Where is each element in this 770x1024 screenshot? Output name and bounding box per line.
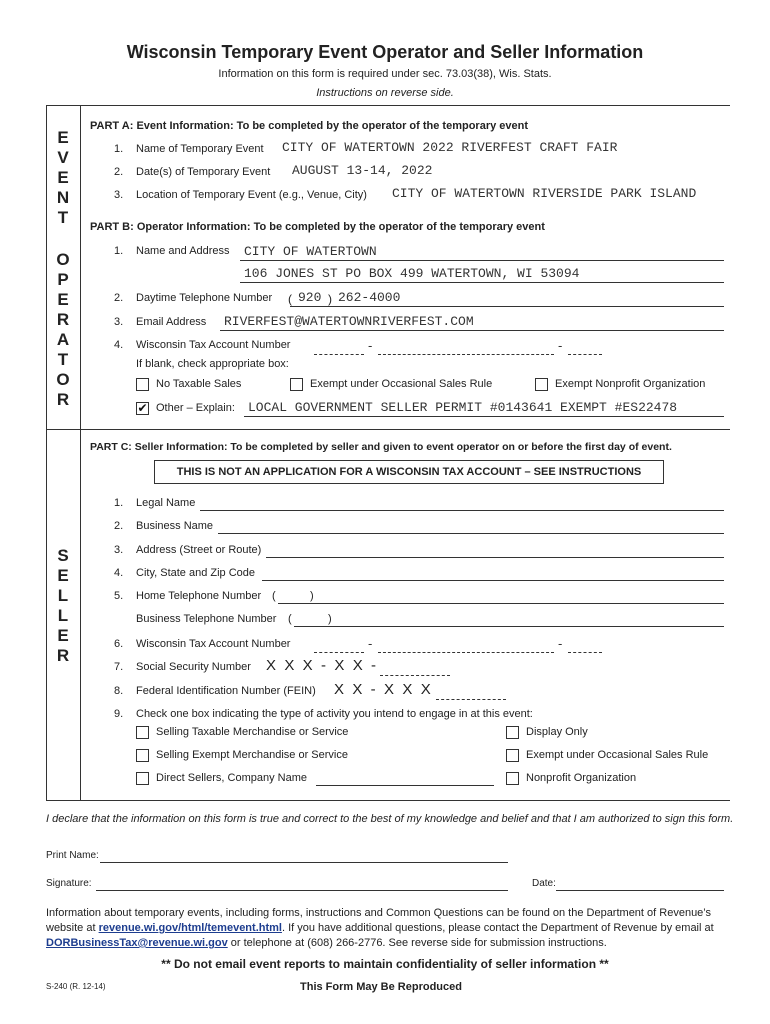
exempt-occasional-sales-checkbox[interactable] bbox=[506, 749, 519, 762]
item-number: 3. bbox=[114, 189, 124, 201]
email-link[interactable]: DORBusinessTax@revenue.wi.gov bbox=[46, 937, 228, 949]
phone-close-paren: ) bbox=[328, 292, 332, 306]
check-icon: ✔ bbox=[137, 401, 148, 415]
tax-dash: - bbox=[558, 338, 563, 353]
instructions-note: Instructions on reverse side. bbox=[316, 87, 454, 99]
bottom-rule bbox=[46, 800, 730, 801]
direct-sellers-label: Direct Sellers, Company Name bbox=[156, 772, 307, 784]
nonprofit-label: Nonprofit Organization bbox=[526, 772, 637, 784]
display-only-label: Display Only bbox=[526, 726, 588, 738]
city-state-zip-label: City, State and Zip Code bbox=[136, 567, 256, 579]
side-label-seller: S E L L E R bbox=[56, 546, 70, 665]
item-number: 1. bbox=[114, 143, 124, 155]
home-phone-close-paren: ) bbox=[310, 590, 314, 602]
item-number: 4. bbox=[114, 339, 124, 351]
item-number: 3. bbox=[114, 544, 124, 556]
business-phone-field[interactable] bbox=[294, 626, 724, 627]
other-explain-line bbox=[244, 416, 724, 417]
side-label-operator: O P E R A T O R bbox=[56, 250, 70, 409]
item-number: 2. bbox=[114, 292, 124, 304]
address-field[interactable] bbox=[266, 557, 724, 558]
statute-note: Information on this form is required under sec. 73.03(38), Wis. Stats. bbox=[218, 68, 552, 80]
activity-instruction: Check one box indicating the type of activity you intend to engage in at this event: bbox=[136, 708, 533, 720]
operator-email-label: Email Address bbox=[136, 316, 207, 328]
home-phone-open-paren: ( bbox=[272, 590, 276, 602]
date-label: Date: bbox=[532, 878, 556, 889]
date-field[interactable] bbox=[556, 890, 724, 891]
event-name-label: Name of Temporary Event bbox=[136, 143, 264, 155]
business-phone-close-paren: ) bbox=[328, 613, 332, 625]
form-title: Wisconsin Temporary Event Operator and Seller Information bbox=[126, 42, 644, 62]
tax-seg bbox=[378, 652, 554, 653]
operator-phone-number[interactable]: 262-4000 bbox=[338, 290, 401, 305]
seller-tax-account-label: Wisconsin Tax Account Number bbox=[136, 638, 291, 650]
operator-name-label: Name and Address bbox=[136, 245, 230, 257]
direct-sellers-checkbox[interactable] bbox=[136, 772, 149, 785]
operator-name-line bbox=[240, 260, 724, 261]
item-number: 1. bbox=[114, 245, 124, 257]
item-number: 4. bbox=[114, 567, 124, 579]
declaration-text: I declare that the information on this form is true and correct to the best of my knowledge and belief and that I am authorized to sign this form. bbox=[46, 813, 734, 825]
operator-email-field[interactable]: RIVERFEST@WATERTOWNRIVERFEST.COM bbox=[224, 314, 474, 329]
item-number: 9. bbox=[114, 708, 124, 720]
ssn-mask: X X X - X X - bbox=[266, 657, 377, 674]
temevent-link[interactable]: revenue.wi.gov/html/temevent.html bbox=[98, 922, 282, 934]
ssn-field[interactable] bbox=[380, 675, 450, 676]
other-explain-field[interactable]: LOCAL GOVERNMENT SELLER PERMIT #0143641 EXEMPT #ES22478 bbox=[248, 400, 678, 415]
tax-seg bbox=[568, 354, 602, 355]
event-location-label: Location of Temporary Event (e.g., Venue, City) bbox=[136, 189, 367, 201]
signature-label: Signature: bbox=[46, 878, 92, 889]
info-text-2: . If you have additional questions, please contact the Department of Revenue by email at bbox=[281, 922, 714, 934]
business-name-field[interactable] bbox=[218, 533, 724, 534]
info-paragraph bbox=[46, 906, 736, 951]
info-text-3: or telephone at (608) 266-2776. See reverse side for submission instructions. bbox=[230, 937, 607, 949]
event-location-field[interactable]: CITY OF WATERTOWN RIVERSIDE PARK ISLAND bbox=[392, 186, 697, 201]
exempt-occasional-label: Exempt under Occasional Sales Rule bbox=[310, 378, 493, 390]
nonprofit-checkbox[interactable] bbox=[506, 772, 519, 785]
confidentiality-warning: ** Do not email event reports to maintain confidentiality of seller information ** bbox=[161, 957, 609, 971]
top-rule bbox=[46, 105, 730, 106]
selling-exempt-label: Selling Exempt Merchandise or Service bbox=[156, 749, 348, 761]
tax-seg bbox=[378, 354, 554, 355]
tax-dash: - bbox=[368, 338, 373, 353]
display-only-checkbox[interactable] bbox=[506, 726, 519, 739]
fein-label: Federal Identification Number (FEIN) bbox=[136, 685, 316, 697]
event-dates-label: Date(s) of Temporary Event bbox=[136, 166, 271, 178]
phone-open-paren: ( bbox=[288, 292, 292, 306]
mid-rule bbox=[46, 429, 730, 430]
item-number: 2. bbox=[114, 166, 124, 178]
selling-taxable-checkbox[interactable] bbox=[136, 726, 149, 739]
exempt-nonprofit-label: Exempt Nonprofit Organization bbox=[555, 378, 706, 390]
tax-seg bbox=[314, 652, 364, 653]
part-b-heading: PART B: Operator Information: To be completed by the operator of the temporary event bbox=[90, 221, 545, 233]
home-phone-label: Home Telephone Number bbox=[136, 590, 262, 602]
selling-exempt-checkbox[interactable] bbox=[136, 749, 149, 762]
part-a-heading: PART A: Event Information: To be completed by the operator of the temporary event bbox=[90, 120, 529, 132]
tax-seg bbox=[314, 354, 364, 355]
item-number: 3. bbox=[114, 316, 124, 328]
no-taxable-sales-checkbox[interactable] bbox=[136, 378, 149, 391]
item-number: 7. bbox=[114, 661, 124, 673]
other-explain-label: Other – Explain: bbox=[156, 402, 235, 414]
item-number: 2. bbox=[114, 520, 124, 532]
business-phone-open-paren: ( bbox=[288, 613, 292, 625]
city-state-zip-field[interactable] bbox=[262, 580, 724, 581]
ssn-label: Social Security Number bbox=[136, 661, 251, 673]
fein-mask: X X - X X X bbox=[334, 681, 431, 698]
event-name-field[interactable]: CITY OF WATERTOWN 2022 RIVERFEST CRAFT FAIR bbox=[282, 140, 618, 155]
operator-email-line bbox=[220, 330, 724, 331]
tax-dash: - bbox=[368, 636, 373, 651]
fein-field[interactable] bbox=[436, 699, 506, 700]
home-phone-field[interactable] bbox=[278, 603, 724, 604]
exempt-occasional-checkbox[interactable] bbox=[290, 378, 303, 391]
item-number: 1. bbox=[114, 497, 124, 509]
business-name-label: Business Name bbox=[136, 520, 214, 532]
item-number: 6. bbox=[114, 638, 124, 650]
business-phone-label: Business Telephone Number bbox=[136, 613, 277, 625]
part-c-heading: PART C: Seller Information: To be completed by seller and given to event operator on or before the first day of event. bbox=[90, 441, 672, 453]
tax-seg bbox=[568, 652, 602, 653]
not-application-notice: THIS IS NOT AN APPLICATION FOR A WISCONSIN TAX ACCOUNT – SEE INSTRUCTIONS bbox=[154, 460, 664, 484]
info-text-1: Information about temporary events, including forms, instructions and Common Questions can be found on the Department of Revenue’s website at bbox=[46, 907, 712, 934]
signature-field[interactable] bbox=[96, 890, 508, 891]
event-dates-field[interactable]: AUGUST 13-14, 2022 bbox=[292, 163, 433, 178]
print-name-label: Print Name: bbox=[46, 850, 99, 861]
operator-address-field[interactable]: 106 JONES ST PO BOX 499 WATERTOWN, WI 53094 bbox=[244, 266, 580, 281]
address-label: Address (Street or Route) bbox=[136, 544, 262, 556]
company-name-field[interactable] bbox=[316, 785, 494, 786]
item-number: 8. bbox=[114, 685, 124, 697]
item-number: 5. bbox=[114, 590, 124, 602]
no-taxable-sales-label: No Taxable Sales bbox=[156, 378, 242, 390]
form-id: S-240 (R. 12-14) bbox=[46, 982, 106, 991]
operator-name-field[interactable]: CITY OF WATERTOWN bbox=[244, 244, 377, 259]
selling-taxable-label: Selling Taxable Merchandise or Service bbox=[156, 726, 349, 738]
operator-phone-label: Daytime Telephone Number bbox=[136, 292, 273, 304]
legal-name-field[interactable] bbox=[200, 510, 724, 511]
operator-tax-account-label: Wisconsin Tax Account Number bbox=[136, 339, 291, 351]
side-label-event: E V E N T bbox=[56, 128, 70, 227]
tax-dash: - bbox=[558, 636, 563, 651]
operator-phone-line bbox=[290, 306, 724, 307]
reproduce-note: This Form May Be Reproduced bbox=[300, 981, 462, 993]
legal-name-label: Legal Name bbox=[136, 497, 196, 509]
exempt-nonprofit-checkbox[interactable] bbox=[535, 378, 548, 391]
exempt-occasional-sales-label: Exempt under Occasional Sales Rule bbox=[526, 749, 709, 761]
blank-note: If blank, check appropriate box: bbox=[136, 358, 289, 370]
operator-address-line bbox=[240, 282, 724, 283]
operator-phone-area[interactable]: 920 bbox=[298, 290, 322, 305]
print-name-field[interactable] bbox=[100, 862, 508, 863]
